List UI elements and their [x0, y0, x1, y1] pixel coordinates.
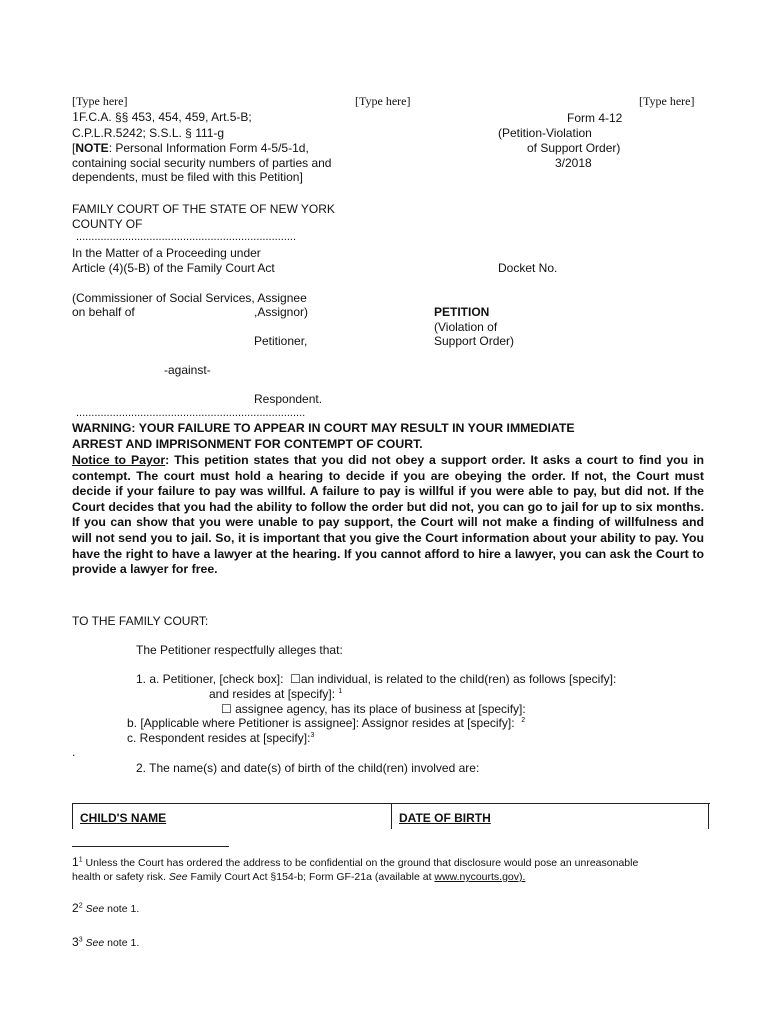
matter-line-1: In the Matter of a Proceeding under: [72, 246, 261, 260]
footnote-2: [72, 901, 139, 917]
form-number: Form 4-12: [567, 111, 623, 125]
notice-text: : This petition states that you did not obey a support order. It asks a court to find you in contempt. The court must hold a hearing to decide if you are obeying the order. If not, the Court must decide if your failure to pay was willful. A failure to pay is willful if you were able to pay, but did not. If the Court decides that you had the ability to follow the order but did not, you can go to jail for up to six months. If you can show that you were unable to pay support, the Court will not make a finding of willfulness and will not send you to jail. So, it is important that you give the Court information about your ability to pay. You have the right to have a lawyer at the hearing. If you cannot afford to hire a lawyer, you can ask the Court to provide a lawyer for free.: [72, 453, 705, 577]
respondent-label: Respondent.: [254, 392, 323, 406]
against-label: -against-: [164, 363, 211, 377]
statute-footnote-number: 1: [72, 110, 79, 125]
petition-title: PETITION: [434, 305, 490, 319]
statute-line-1-text: F.C.A. §§ 453, 454, 459, Art.5-B;: [79, 110, 252, 124]
item-1c-footnote-ref: 3: [310, 732, 315, 739]
checkbox-individual[interactable]: ☐: [290, 672, 301, 686]
county-label: COUNTY OF: [72, 217, 143, 231]
matter-line-2: Article (4)(5-B) of the Family Court Act: [72, 261, 275, 275]
statute-line-1: [72, 110, 252, 126]
notice-label: Notice to Payor: [72, 453, 166, 467]
item-1a-text: an individual, is related to the child(ren) as follows [specify]:: [300, 672, 617, 686]
footnote-3-number: 3: [72, 935, 79, 949]
footnote-2-number: 2: [72, 901, 79, 915]
footnote-1-line-2: [72, 870, 525, 885]
petition-subtitle-line-1: (Violation of: [434, 320, 498, 334]
petitioner-label: Petitioner,: [254, 334, 308, 348]
stray-period: .: [72, 745, 76, 759]
commissioner-line-1: (Commissioner of Social Services, Assignee: [72, 291, 307, 305]
footnote-1-text: Unless the Court has ordered the address to be confidential on the ground that disclosure would pose an unreasonable: [85, 857, 639, 869]
caption-dotted-line-bottom: ...........................................................................: [76, 407, 306, 419]
header-placeholder-center: [Type here]: [355, 94, 411, 108]
item-1b-footnote-ref: 2: [521, 717, 526, 724]
footnote-2-sup: 2: [78, 902, 83, 910]
court-name: FAMILY COURT OF THE STATE OF NEW YORK: [72, 202, 335, 216]
assignee-text: assignee agency, has its place of business at [specify]:: [235, 702, 526, 716]
notice-to-payor: [72, 453, 704, 578]
footnote-1-see: See: [168, 871, 188, 883]
note-line-1: [NOTE: Personal Information Form 4-5/5-1d,: [72, 141, 309, 155]
footnote-3-text: note 1.: [104, 937, 140, 949]
note-line-2: containing social security numbers of parties and: [72, 156, 332, 170]
item-1a-prefix: 1. a. Petitioner, [check box]:: [136, 672, 284, 686]
footnote-separator: [72, 846, 229, 847]
note-label: NOTE: [75, 141, 109, 155]
item-1c: [127, 731, 314, 745]
children-table-name-column: [72, 804, 392, 829]
docket-number-label: Docket No.: [498, 261, 558, 275]
child-name-header: CHILD'S NAME: [80, 811, 167, 825]
resides-text: and resides at [specify]:: [209, 687, 336, 701]
item-1b: [127, 716, 525, 730]
petition-subtitle-line-2: Support Order): [434, 334, 515, 348]
header-placeholder-left: [Type here]: [72, 94, 128, 108]
note-line-3: dependents, must be filed with this Petition]: [72, 170, 303, 184]
commissioner-line-2: on behalf of: [72, 305, 135, 319]
to-family-court: TO THE FAMILY COURT:: [72, 614, 209, 628]
item-1a-assignee: [221, 702, 526, 716]
statute-line-2: C.P.L.R.5242; S.S.L. § 111-g: [72, 126, 225, 140]
item-1b-text: b. [Applicable where Petitioner is assignee]: Assignor resides at [specify]:: [127, 716, 515, 730]
caption-dotted-line-top: ........................................................................: [76, 231, 297, 243]
footnote-1-line-2a: health or safety risk.: [72, 871, 169, 883]
header-placeholder-right: [Type here]: [639, 94, 695, 108]
item-2: 2. The name(s) and date(s) of birth of the child(ren) involved are:: [136, 761, 480, 775]
form-title-line-1: (Petition-Violation: [498, 126, 592, 140]
assignor-label: ,Assignor): [254, 305, 309, 319]
resides-footnote-ref: 1: [338, 688, 343, 695]
footnote-1-line-1: [72, 855, 638, 871]
item-1a-resides: [209, 687, 342, 701]
form-date: 3/2018: [555, 156, 592, 170]
footnote-1-number: 1: [72, 855, 79, 869]
warning-line-1: WARNING: YOUR FAILURE TO APPEAR IN COURT MAY RESULT IN YOUR IMMEDIATE: [72, 421, 575, 435]
checkbox-assignee[interactable]: ☐: [221, 702, 232, 716]
warning-line-2: ARREST AND IMPRISONMENT FOR CONTEMPT OF COURT.: [72, 437, 423, 451]
footnote-2-text: note 1.: [104, 903, 140, 915]
footnote-1-line-2b: Family Court Act §154-b; Form GF-21a (available at: [187, 871, 435, 883]
nycourts-link[interactable]: www.nycourts.gov).: [434, 871, 526, 883]
date-of-birth-header: DATE OF BIRTH: [399, 811, 491, 825]
footnote-2-see: See: [85, 903, 105, 915]
footnote-3-sup: 3: [78, 936, 83, 944]
item-1a: [136, 672, 616, 686]
footnote-1-sup: 1: [78, 856, 83, 864]
item-1c-text: c. Respondent resides at [specify]:: [127, 731, 311, 745]
form-title-line-2: of Support Order): [527, 141, 621, 155]
note-line-1-text: : Personal Information Form 4-5/5-1d,: [108, 141, 309, 155]
footnote-3-see: See: [85, 937, 105, 949]
petitioner-alleges: The Petitioner respectfully alleges that:: [136, 643, 343, 657]
children-table-dob-column: [392, 804, 709, 829]
children-table: [72, 803, 710, 829]
footnote-3: [72, 935, 139, 951]
